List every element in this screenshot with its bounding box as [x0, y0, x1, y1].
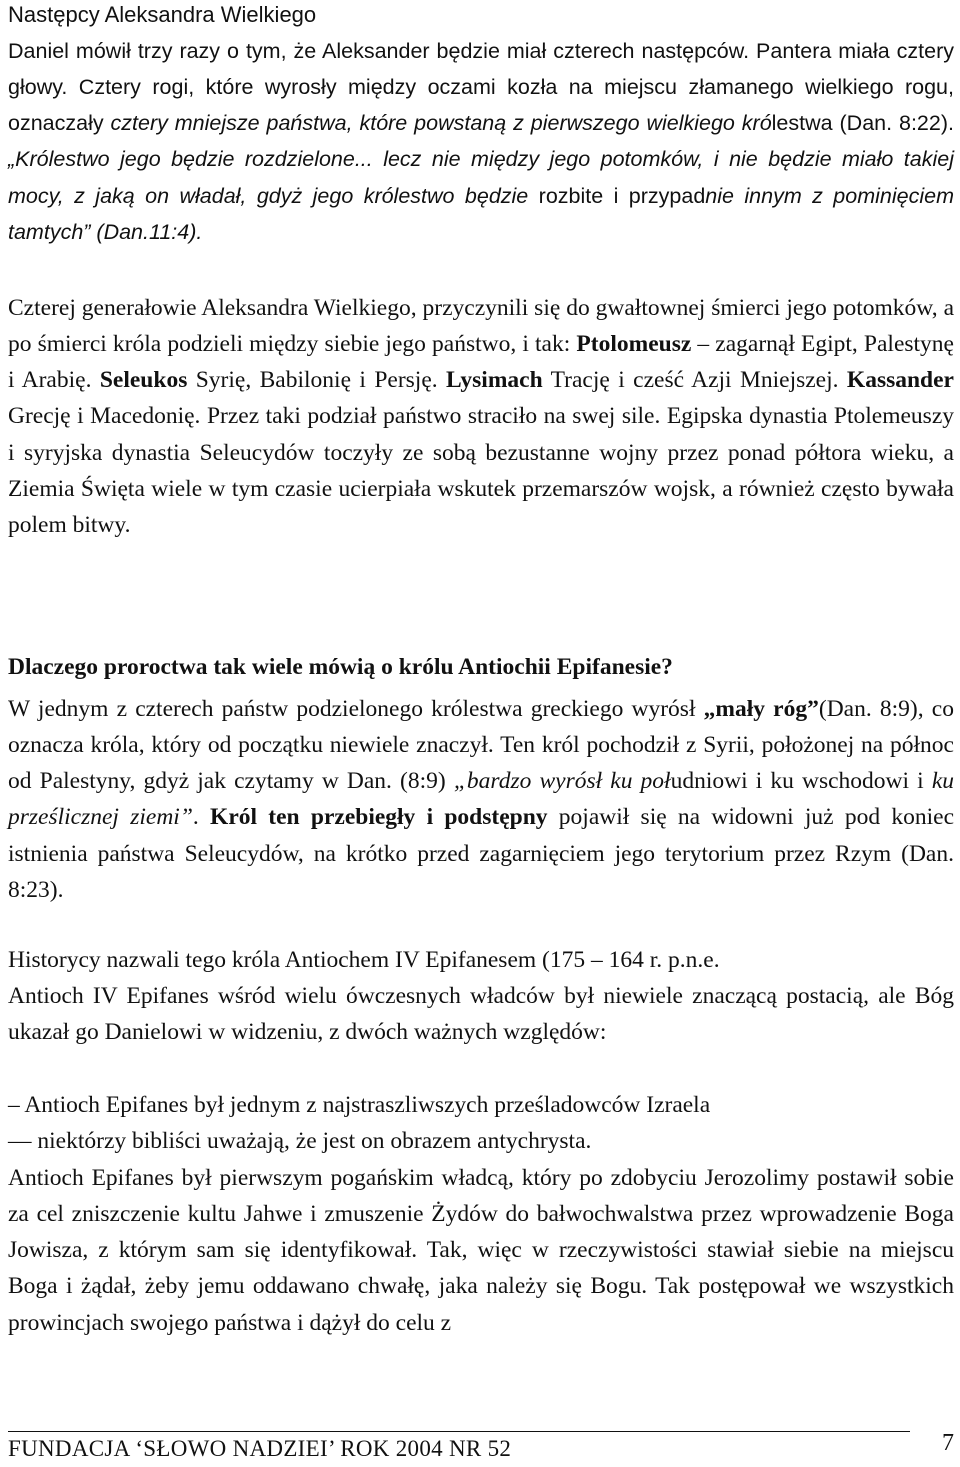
section-heading: Następcy Aleksandra Wielkiego	[8, 2, 317, 27]
p3-text-g: pojawił się na widowni już pod koniec istnienia państwa Seleucydów, na krótko przed zagarnięciem jego terytorium przez Rzym (Dan. 8:23).	[8, 804, 955, 903]
name-seleukos: Seleukos	[99, 367, 188, 394]
p1-text-f: nie innym z pominięciem tamtych” (Dan.11:4).	[8, 183, 954, 244]
name-ptolemeusz: Ptolomeusz	[576, 331, 692, 358]
name-lysimach: Lysimach	[446, 367, 543, 394]
p2-text-a: Czterej generałowie Aleksandra Wielkiego, przyczynili się do gwałtownej śmierci jego potomków, a po śmierci króla podzieli między siebie jego państwo, i tak:	[8, 295, 954, 358]
p3-text-d: udniowi i ku wschodowi i	[670, 768, 932, 795]
footer-divider	[8, 1431, 910, 1432]
paragraph-small-horn	[8, 691, 954, 908]
name-kassander: Kassander	[846, 367, 954, 394]
paragraph-antioch-pagan: Antioch Epifanes był pierwszym pogańskim władcą, który po zdobyciu Jerozolimy postawił sobie za cel zniszczenie kultu Jahwe i zmuszenie Żydów do bałwochwalstwa przez wprowadzenie Boga Jowisza, z którym sam się identyfikował. Tak, więc w rzeczywistości stawiał siebie na miejscu Boga i żądał, żeby jemu oddawano chwałę, jaka należy się Bogu. Tak postępował we wszystkich prowincjach swojego państwa i dążył do celu z	[8, 1165, 954, 1336]
p2-text-d: Trację i cześć Azji Mniejszej.	[542, 367, 847, 394]
p3-text-a: W jednym z czterech państw podzielonego królestwa greckiego wyrósł	[8, 696, 704, 722]
question-heading: Dlaczego proroctwa tak wiele mówią o królu Antiochii Epifanesie?	[8, 654, 673, 680]
p1-quote-kingdom: „Królestwo jego będzie rozdzielone... lecz nie między jego potomków, i nie będzie miało takiej mocy, z jaką on władał, gdyż jego królestwo będzie	[8, 147, 954, 208]
reason-item-persecutor: – Antioch Epifanes był jednym z najstraszliwszych prześladowców Izraela	[8, 1092, 711, 1118]
cunning-king-phrase: Król ten przebiegły i podstępny	[210, 804, 548, 831]
p2-text-b: – zagarnął Egipt, Palestynę i Arabię.	[8, 331, 954, 394]
reason-item-antichrist: — niektórzy bibliści uważają, że jest on obrazem antychrysta.	[8, 1128, 592, 1154]
small-horn-phrase: „mały róg”	[703, 696, 819, 722]
footer-publication: FUNDACJA ‘SŁOWO NADZIEI’ ROK 2004 NR 52	[8, 1436, 512, 1461]
paragraph-antioch-intro: Antioch IV Epifanes wśród wielu ówczesnych władców był niewiele znaczącą postacią, ale Bóg ukazał go Danielowi w widzeniu, z dwóch ważnych względów:	[8, 983, 954, 1046]
p3-quote-e: ku prześlicznej ziemi”	[8, 768, 955, 831]
paragraph-historians: Historycy nazwali tego króla Antiochem IV Epifanesem (175 – 164 r. p.n.e.	[8, 947, 720, 973]
p1-text-a: Daniel mówił trzy razy o tym, że Aleksander będzie miał czterech następców. Pantera miała cztery głowy. Cztery rogi, które wyrosły między oczami kozła na miejscu złamanego wielkiego rogu, oznaczały	[8, 39, 954, 136]
p3-text-b: (Dan. 8:9), co oznacza króla, który od początku niewiele znaczył. Ten król pochodził z Syrii, położonej na północ od Palestyny, gdyż jak czytamy w Dan. (8:9)	[8, 696, 954, 795]
paragraph-successors	[8, 33, 954, 250]
p3-quote-c: „bardzo wyrósł ku poł	[453, 768, 671, 795]
page-number: 7	[942, 1430, 954, 1456]
p1-text-e: rozbite i przypad	[538, 183, 706, 208]
p1-text-b: cztery mniejsze państwa, które powstaną z pierwszego wielkiego kró	[110, 111, 772, 136]
p3-text-f: .	[192, 804, 211, 831]
paragraph-generals	[8, 290, 954, 543]
p2-text-e: Grecję i Macedonię. Przez taki podział państwo straciło na swej sile. Egipska dynastia Ptolemeuszy i syryjska dynastia Seleucydów toczyły ze sobą bezustanne wojny przez ponad półtora wieku, a Ziemia Święta wiele w tym czasie ucierpiała wskutek przemarszów wojsk, a również często bywała polem bitwy.	[8, 403, 954, 538]
p1-text-c: lestwa (Dan. 8:22).	[771, 111, 954, 136]
p2-text-c: Syrię, Babilonię i Persję.	[187, 367, 447, 394]
